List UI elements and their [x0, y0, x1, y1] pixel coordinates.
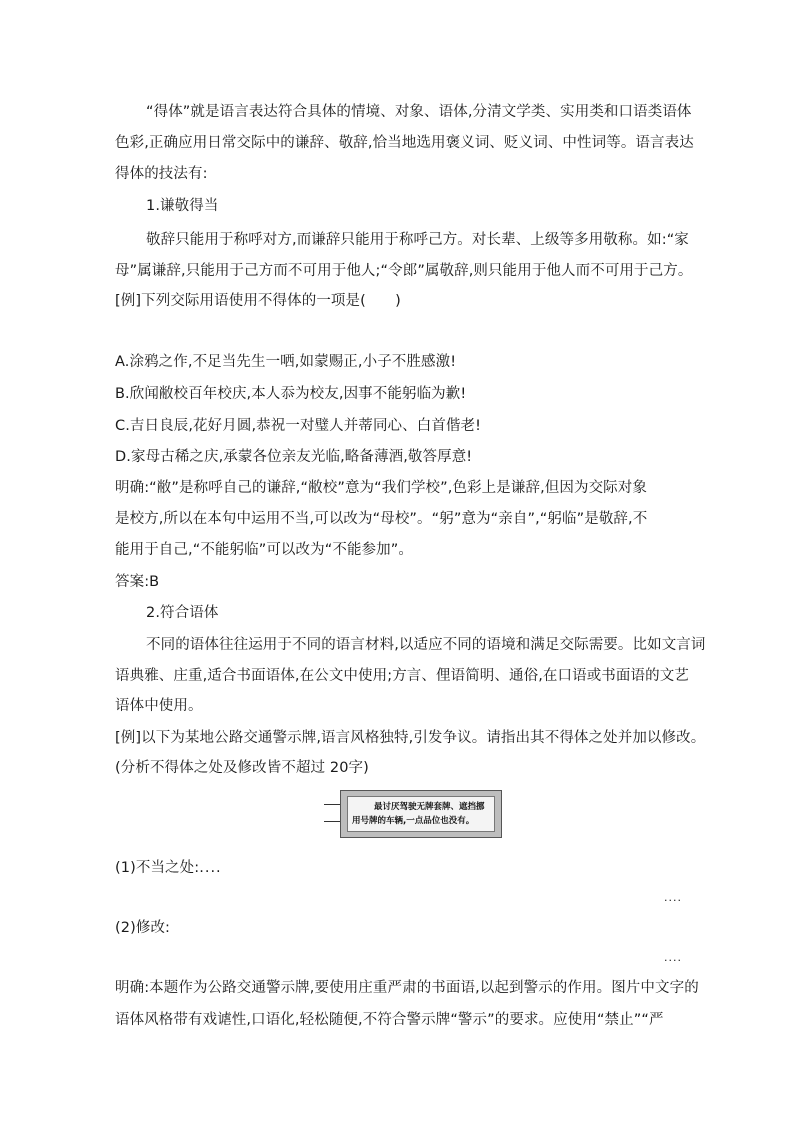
blank-2-label: (2)修改: [115, 920, 171, 936]
blank-1-leader: .... [199, 860, 222, 876]
explanation-2-line-2: 语体风格带有戏谑性,口语化,轻松随便,不符合警示牌“警示”的要求。应使用“禁止”“严 [115, 1012, 664, 1028]
figure-pointer-line-top [324, 804, 340, 805]
section-2-body-line-3: 语体中使用。 [115, 698, 203, 714]
section-1-body-line-2: 母”属谦辞,只能用于己方而不可用于他人;“令郎”属敬辞,则只能用于他人而不可用于己方。 [115, 263, 693, 279]
option-a: A.涂鸦之作,不足当先生一哂,如蒙赐正,小子不胜感激! [115, 354, 457, 370]
explanation-1-line-2: 是校方,所以在本句中运用不当,可以改为“母校”。“躬”意为“亲自”,“躬临”是敬辞,不 [115, 511, 648, 527]
traffic-sign-figure [324, 790, 502, 840]
option-d: D.家母古稀之庆,承蒙各位亲友光临,略备薄酒,敬答厚意! [115, 449, 473, 465]
explanation-1-line-3: 能用于自己,“不能躬临”可以改为“不能参加”。 [115, 542, 413, 558]
figure-pointer-line-bottom [324, 821, 340, 822]
answer-line: 答案:B [115, 574, 160, 590]
example-question-2-line-2: (分析不得体之处及修改皆不超过 20字) [115, 760, 369, 776]
section-2-heading: 2.符合语体 [146, 605, 219, 621]
intro-line-1: “得体”就是语言表达符合具体的情境、对象、语体,分清文学类、实用类和口语类语体 [146, 104, 692, 120]
sign-text-line-2: 用号牌的车辆,一点品位也没有。 [352, 816, 475, 826]
intro-line-3: 得体的技法有: [115, 166, 208, 182]
intro-line-2: 色彩,正确应用日常交际中的谦辞、敬辞,恰当地选用褒义词、贬义词、中性词等。语言表达 [115, 135, 694, 151]
traffic-sign-panel [347, 796, 495, 832]
blank-1-row [115, 858, 222, 878]
sign-text-line-1: 最讨厌驾驶无牌套牌、遮挡挪 [374, 802, 485, 812]
explanation-2-line-1: 明确:本题作为公路交通警示牌,要使用庄重严肃的书面语,以起到警示的作用。图片中文字的 [115, 980, 699, 996]
example-question-1: [例]下列交际用语使用不得体的一项是( ) [115, 293, 401, 309]
blank-1-label: (1)不当之处: [115, 860, 200, 876]
section-1-body-line-1: 敬辞只能用于称呼对方,而谦辞只能用于称呼己方。对长辈、上级等多用敬称。如:“家 [146, 232, 689, 248]
option-b: B.欣闻敝校百年校庆,本人忝为校友,因事不能躬临为歉! [115, 386, 467, 402]
section-2-body-line-2: 语典雅、庄重,适合书面语体,在公文中使用;方言、俚语简明、通俗,在口语或书面语的文艺 [115, 668, 689, 684]
traffic-sign-board [340, 790, 502, 838]
blank-1-end-leader: .... [664, 891, 682, 904]
option-c: C.吉日良辰,花好月圆,恭祝一对璧人并蒂同心、白首偕老! [115, 418, 482, 434]
section-2-body-line-1: 不同的语体往往运用于不同的语言材料,以适应不同的语境和满足交际需要。比如文言词 [146, 637, 706, 653]
section-1-heading: 1.谦敬得当 [146, 198, 219, 214]
blank-2-end-leader: .... [664, 951, 682, 964]
explanation-1-line-1: 明确:“敝”是称呼自己的谦辞,“敝校”意为“我们学校”,色彩上是谦辞,但因为交际对象 [115, 480, 647, 496]
example-question-2-line-1: [例]以下为某地公路交通警示牌,语言风格独特,引发争议。请指出其不得体之处并加以修改。 [115, 730, 706, 746]
